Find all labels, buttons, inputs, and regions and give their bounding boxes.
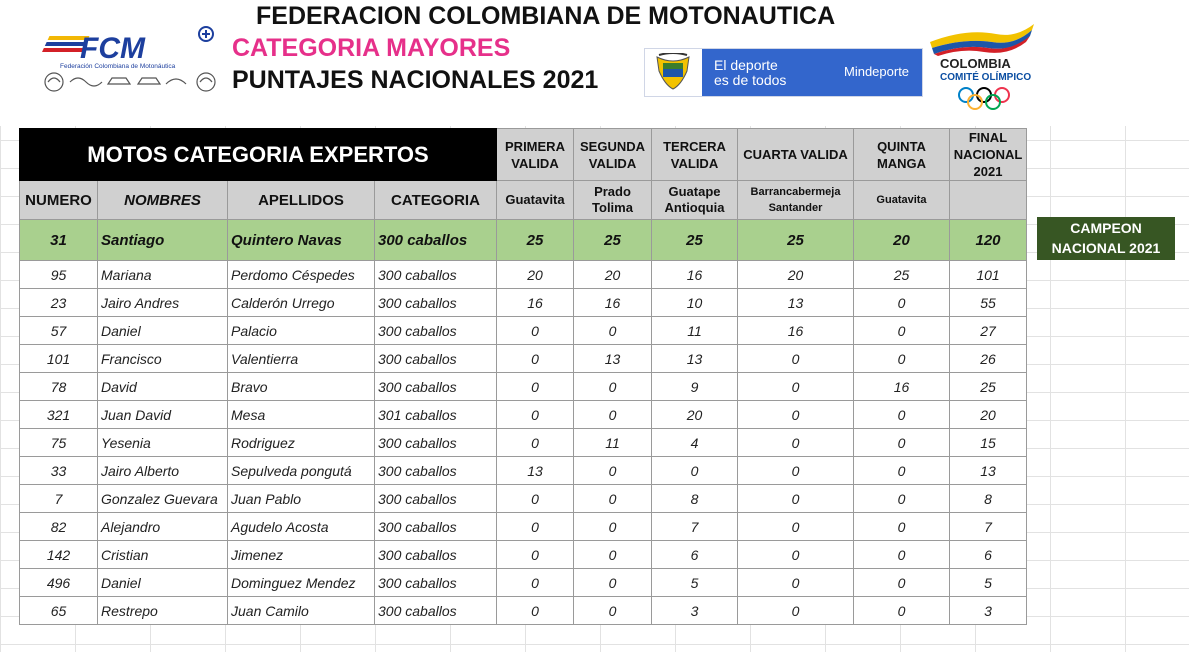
final-nacional-cell: 101 xyxy=(950,261,1027,289)
nombres-cell: Santiago xyxy=(98,220,228,261)
cuarta-valida-cell: 0 xyxy=(738,513,854,541)
cuarta-valida-cell: 0 xyxy=(738,541,854,569)
tercera-valida-cell: 16 xyxy=(652,261,738,289)
col-categoria: CATEGORIA xyxy=(375,181,497,220)
sheet-header xyxy=(0,0,1189,126)
numero-cell: 23 xyxy=(20,289,98,317)
primera-valida-cell: 25 xyxy=(497,220,574,261)
quinta-manga-cell: 20 xyxy=(854,220,950,261)
cuarta-valida-cell: 0 xyxy=(738,485,854,513)
primera-valida-cell: 0 xyxy=(497,373,574,401)
quinta-manga-cell: 0 xyxy=(854,317,950,345)
location-quinta: Guatavita xyxy=(854,181,950,220)
categoria-cell: 300 caballos xyxy=(375,261,497,289)
numero-cell: 142 xyxy=(20,541,98,569)
numero-cell: 496 xyxy=(20,569,98,597)
location-segunda: Prado Tolima xyxy=(574,181,652,220)
numero-cell: 78 xyxy=(20,373,98,401)
apellidos-cell: Mesa xyxy=(228,401,375,429)
apellidos-cell: Bravo xyxy=(228,373,375,401)
segunda-valida-cell: 13 xyxy=(574,345,652,373)
apellidos-cell: Perdomo Céspedes xyxy=(228,261,375,289)
primera-valida-cell: 0 xyxy=(497,429,574,457)
final-nacional-cell: 5 xyxy=(950,569,1027,597)
apellidos-cell: Quintero Navas xyxy=(228,220,375,261)
table-row xyxy=(20,429,1027,457)
segunda-valida-cell: 20 xyxy=(574,261,652,289)
numero-cell: 57 xyxy=(20,317,98,345)
coc-subtitle: COMITÉ OLÍMPICO xyxy=(940,72,1032,83)
tercera-valida-cell: 3 xyxy=(652,597,738,625)
numero-cell: 33 xyxy=(20,457,98,485)
categoria-cell: 300 caballos xyxy=(375,569,497,597)
nombres-cell: Yesenia xyxy=(98,429,228,457)
final-nacional-cell: 15 xyxy=(950,429,1027,457)
table-row xyxy=(20,401,1027,429)
apellidos-cell: Palacio xyxy=(228,317,375,345)
header-row-2 xyxy=(20,181,1027,220)
location-cuarta: Barrancabermeja Santander xyxy=(738,181,854,220)
olympic-committee-logo xyxy=(926,20,1038,114)
quinta-manga-cell: 0 xyxy=(854,485,950,513)
fcm-logo xyxy=(42,22,220,100)
apellidos-cell: Jimenez xyxy=(228,541,375,569)
table-row xyxy=(20,317,1027,345)
slogan-line-1: El deporte xyxy=(714,57,778,73)
categoria-cell: 301 caballos xyxy=(375,401,497,429)
table-row xyxy=(20,485,1027,513)
tercera-valida-cell: 13 xyxy=(652,345,738,373)
final-nacional-cell: 8 xyxy=(950,485,1027,513)
tercera-valida-cell: 25 xyxy=(652,220,738,261)
primera-valida-cell: 0 xyxy=(497,345,574,373)
nombres-cell: Jairo Andres xyxy=(98,289,228,317)
location-primera: Guatavita xyxy=(497,181,574,220)
numero-cell: 75 xyxy=(20,429,98,457)
primera-valida-cell: 20 xyxy=(497,261,574,289)
segunda-valida-cell: 0 xyxy=(574,457,652,485)
table-row xyxy=(20,513,1027,541)
nombres-cell: Daniel xyxy=(98,569,228,597)
segunda-valida-cell: 0 xyxy=(574,485,652,513)
col-numero: NUMERO xyxy=(20,181,98,220)
cuarta-valida-cell: 0 xyxy=(738,429,854,457)
categoria-cell: 300 caballos xyxy=(375,317,497,345)
nombres-cell: Francisco xyxy=(98,345,228,373)
quinta-manga-cell: 0 xyxy=(854,569,950,597)
quinta-manga-cell: 0 xyxy=(854,289,950,317)
numero-cell: 65 xyxy=(20,597,98,625)
flag-flame-icon xyxy=(926,20,1038,56)
final-nacional-cell: 55 xyxy=(950,289,1027,317)
categoria-cell: 300 caballos xyxy=(375,429,497,457)
quinta-manga-cell: 0 xyxy=(854,597,950,625)
tercera-valida-cell: 7 xyxy=(652,513,738,541)
apellidos-cell: Juan Camilo xyxy=(228,597,375,625)
tercera-valida-cell: 5 xyxy=(652,569,738,597)
primera-valida-cell: 0 xyxy=(497,401,574,429)
cuarta-valida-cell: 13 xyxy=(738,289,854,317)
segunda-valida-cell: 25 xyxy=(574,220,652,261)
apellidos-cell: Rodriguez xyxy=(228,429,375,457)
fcm-logo-caption: Federación Colombiana de Motonáutica xyxy=(60,63,176,70)
categoria-cell: 300 caballos xyxy=(375,541,497,569)
segunda-valida-cell: 16 xyxy=(574,289,652,317)
cuarta-valida-cell: 0 xyxy=(738,569,854,597)
federation-title: FEDERACION COLOMBIANA DE MOTONAUTICA xyxy=(256,2,836,30)
mindeporte-brand: Mindeporte xyxy=(844,64,910,79)
segunda-valida-cell: 0 xyxy=(574,569,652,597)
numero-cell: 95 xyxy=(20,261,98,289)
final-nacional-cell: 6 xyxy=(950,541,1027,569)
apellidos-cell: Calderón Urrego xyxy=(228,289,375,317)
categoria-cell: 300 caballos xyxy=(375,457,497,485)
final-nacional-cell: 20 xyxy=(950,401,1027,429)
primera-valida-cell: 13 xyxy=(497,457,574,485)
final-nacional-cell: 13 xyxy=(950,457,1027,485)
slogan-line-2: es de todos xyxy=(714,72,787,88)
tercera-valida-cell: 10 xyxy=(652,289,738,317)
table-title: MOTOS CATEGORIA EXPERTOS xyxy=(20,129,497,181)
location-tercera: Guatape Antioquia xyxy=(652,181,738,220)
olympic-rings-icon xyxy=(956,86,1012,110)
cuarta-valida-cell: 0 xyxy=(738,345,854,373)
tercera-valida-cell: 11 xyxy=(652,317,738,345)
table-row xyxy=(20,597,1027,625)
primera-valida-cell: 0 xyxy=(497,541,574,569)
table-row xyxy=(20,289,1027,317)
nombres-cell: Juan David xyxy=(98,401,228,429)
nombres-cell: Mariana xyxy=(98,261,228,289)
final-nacional-cell: 3 xyxy=(950,597,1027,625)
numero-cell: 7 xyxy=(20,485,98,513)
primera-valida-cell: 16 xyxy=(497,289,574,317)
nombres-cell: David xyxy=(98,373,228,401)
apellidos-cell: Valentierra xyxy=(228,345,375,373)
mindeporte-slogan xyxy=(702,49,856,96)
nombres-cell: Gonzalez Guevara xyxy=(98,485,228,513)
fcm-logo-letters: FCM xyxy=(80,32,145,65)
col-apellidos: APELLIDOS xyxy=(228,181,375,220)
apellidos-cell: Sepulveda pongutá xyxy=(228,457,375,485)
quinta-manga-cell: 0 xyxy=(854,457,950,485)
col-cuarta-valida: CUARTA VALIDA xyxy=(738,129,854,181)
numero-cell: 101 xyxy=(20,345,98,373)
mindeporte-brand-box xyxy=(844,49,922,96)
segunda-valida-cell: 0 xyxy=(574,373,652,401)
cuarta-valida-cell: 0 xyxy=(738,373,854,401)
col-primera-valida: PRIMERA VALIDA xyxy=(497,129,574,181)
quinta-manga-cell: 0 xyxy=(854,345,950,373)
nombres-cell: Jairo Alberto xyxy=(98,457,228,485)
table-row xyxy=(20,541,1027,569)
quinta-manga-cell: 16 xyxy=(854,373,950,401)
colombia-shield-icon xyxy=(649,53,697,91)
header-row-1 xyxy=(20,129,1027,181)
segunda-valida-cell: 0 xyxy=(574,317,652,345)
final-nacional-cell: 26 xyxy=(950,345,1027,373)
primera-valida-cell: 0 xyxy=(497,317,574,345)
segunda-valida-cell: 0 xyxy=(574,513,652,541)
cuarta-valida-cell: 0 xyxy=(738,401,854,429)
tercera-valida-cell: 4 xyxy=(652,429,738,457)
categoria-cell: 300 caballos xyxy=(375,485,497,513)
table-row xyxy=(20,457,1027,485)
nombres-cell: Cristian xyxy=(98,541,228,569)
col-tercera-valida: TERCERA VALIDA xyxy=(652,129,738,181)
col-nombres: NOMBRES xyxy=(98,181,228,220)
cuarta-valida-cell: 25 xyxy=(738,220,854,261)
primera-valida-cell: 0 xyxy=(497,569,574,597)
champion-badge-line-2: NACIONAL 2021 xyxy=(1051,240,1161,256)
col-quinta-manga: QUINTA MANGA xyxy=(854,129,950,181)
segunda-valida-cell: 0 xyxy=(574,401,652,429)
final-nacional-cell: 25 xyxy=(950,373,1027,401)
tercera-valida-cell: 9 xyxy=(652,373,738,401)
cuarta-valida-cell: 16 xyxy=(738,317,854,345)
quinta-manga-cell: 0 xyxy=(854,429,950,457)
final-nacional-cell: 27 xyxy=(950,317,1027,345)
primera-valida-cell: 0 xyxy=(497,597,574,625)
table-row xyxy=(20,373,1027,401)
categoria-cell: 300 caballos xyxy=(375,345,497,373)
col-segunda-valida: SEGUNDA VALIDA xyxy=(574,129,652,181)
final-nacional-cell: 120 xyxy=(950,220,1027,261)
fcm-logo-graphic xyxy=(42,22,220,100)
tercera-valida-cell: 6 xyxy=(652,541,738,569)
nombres-cell: Daniel xyxy=(98,317,228,345)
location-final xyxy=(950,181,1027,220)
quinta-manga-cell: 0 xyxy=(854,513,950,541)
coc-country: COLOMBIA xyxy=(940,56,1011,71)
categoria-cell: 300 caballos xyxy=(375,597,497,625)
categoria-cell: 300 caballos xyxy=(375,513,497,541)
tercera-valida-cell: 20 xyxy=(652,401,738,429)
final-nacional-cell: 7 xyxy=(950,513,1027,541)
cuarta-valida-cell: 0 xyxy=(738,597,854,625)
mindeporte-banner xyxy=(644,48,923,97)
numero-cell: 82 xyxy=(20,513,98,541)
col-final-nacional: FINAL NACIONAL 2021 xyxy=(950,129,1027,181)
nombres-cell: Restrepo xyxy=(98,597,228,625)
apellidos-cell: Juan Pablo xyxy=(228,485,375,513)
categoria-cell: 300 caballos xyxy=(375,289,497,317)
tercera-valida-cell: 8 xyxy=(652,485,738,513)
numero-cell: 31 xyxy=(20,220,98,261)
champion-badge-line-1: CAMPEON xyxy=(1070,220,1142,236)
segunda-valida-cell: 0 xyxy=(574,541,652,569)
segunda-valida-cell: 0 xyxy=(574,597,652,625)
numero-cell: 321 xyxy=(20,401,98,429)
categoria-cell: 300 caballos xyxy=(375,220,497,261)
table-row xyxy=(20,569,1027,597)
category-title: CATEGORIA MAYORES xyxy=(232,34,511,62)
tercera-valida-cell: 0 xyxy=(652,457,738,485)
table-row xyxy=(20,261,1027,289)
segunda-valida-cell: 11 xyxy=(574,429,652,457)
champion-badge xyxy=(1037,217,1175,260)
primera-valida-cell: 0 xyxy=(497,513,574,541)
cuarta-valida-cell: 0 xyxy=(738,457,854,485)
apellidos-cell: Dominguez Mendez xyxy=(228,569,375,597)
nombres-cell: Alejandro xyxy=(98,513,228,541)
champion-row xyxy=(20,220,1027,261)
scores-subtitle: PUNTAJES NACIONALES 2021 xyxy=(232,66,599,94)
quinta-manga-cell: 0 xyxy=(854,401,950,429)
quinta-manga-cell: 0 xyxy=(854,541,950,569)
table-row xyxy=(20,345,1027,373)
results-table xyxy=(19,128,1027,625)
cuarta-valida-cell: 20 xyxy=(738,261,854,289)
apellidos-cell: Agudelo Acosta xyxy=(228,513,375,541)
categoria-cell: 300 caballos xyxy=(375,373,497,401)
primera-valida-cell: 0 xyxy=(497,485,574,513)
quinta-manga-cell: 25 xyxy=(854,261,950,289)
